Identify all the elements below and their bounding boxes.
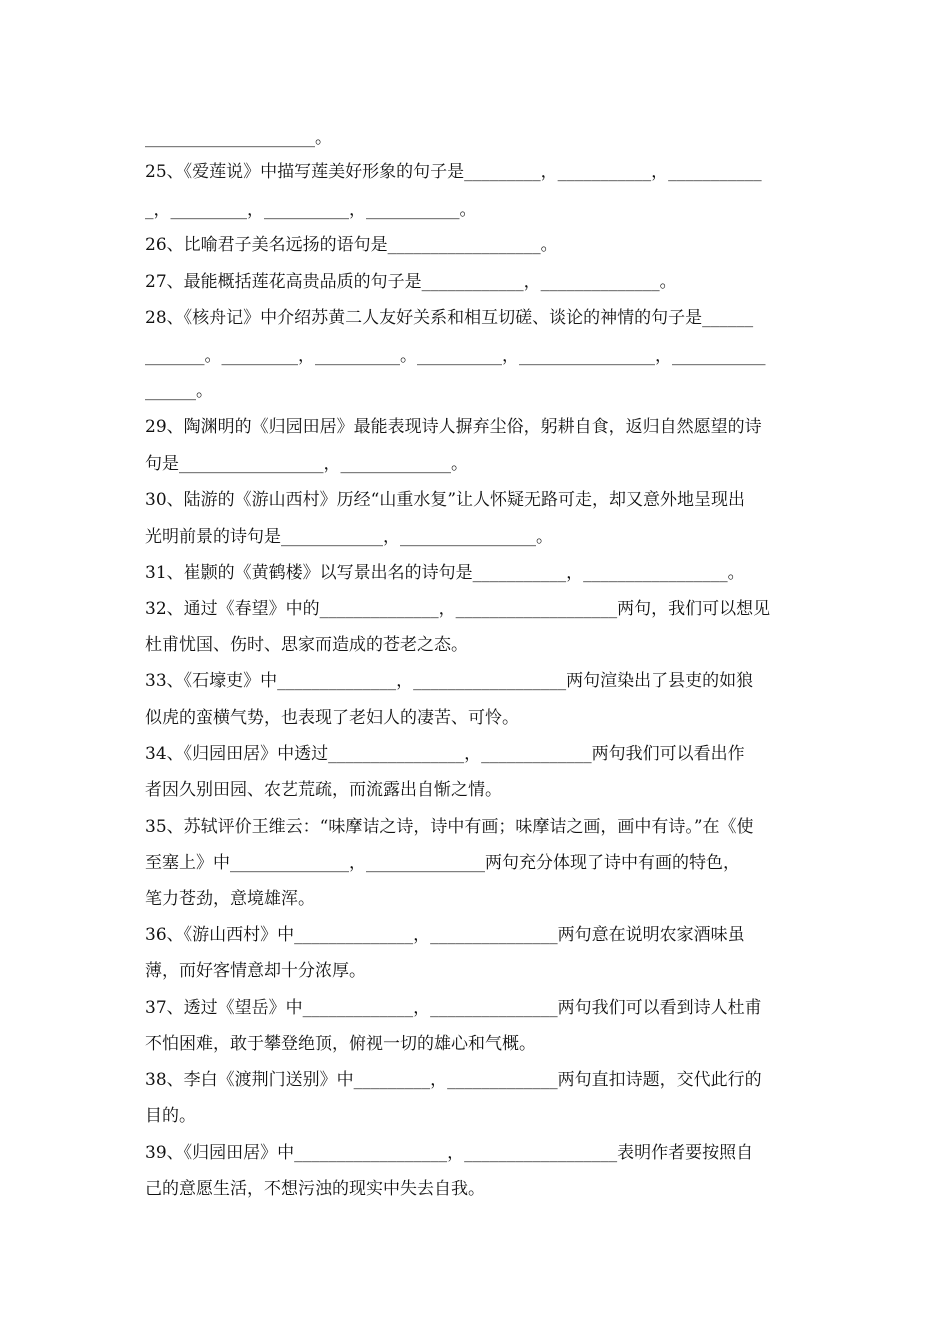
question-28-line-1: 28、《核舟记》中介绍苏黄二人友好关系和相互切磋、谈论的神情的句子是______	[145, 308, 754, 328]
question-34-line-2: 者因久别田园、农艺荒疏，而流露出自惭之情。	[145, 780, 502, 800]
question-26: 26、比喻君子美名远扬的语句是__________________。	[145, 235, 558, 255]
text-line: ____________________。	[145, 128, 332, 148]
question-36-line-2: 薄，而好客情意却十分浓厚。	[145, 961, 366, 981]
question-25-line-2: _，_________，__________，___________。	[145, 200, 477, 220]
question-35-line-2: 至塞上》中______________，______________两句充分体现了诗中有画的特色，	[145, 853, 740, 873]
question-32-line-2: 杜甫忧国、伤时、思家而造成的苍老之态。	[145, 635, 468, 655]
question-32-line-1: 32、通过《春望》中的______________，___________________两句，我们可以想见	[145, 599, 771, 619]
question-38-line-1: 38、李白《渡荆门送别》中_________，_____________两句直扣诗题，交代此行的	[145, 1070, 762, 1090]
question-35-line-3: 笔力苍劲，意境雄浑。	[145, 889, 315, 909]
question-37-line-2: 不怕困难，敢于攀登绝顶，俯视一切的雄心和气概。	[145, 1034, 536, 1054]
question-29-line-1: 29、陶渊明的《归园田居》最能表现诗人摒弃尘俗，躬耕自食，返归自然愿望的诗	[145, 417, 762, 437]
question-35-line-1: 35、苏轼评价王维云：“味摩诘之诗，诗中有画；味摩诘之画，画中有诗。”在《使	[145, 817, 754, 837]
question-38-line-2: 目的。	[145, 1106, 196, 1126]
question-36-line-1: 36、《游山西村》中______________，_______________两句意在说明农家酒味虽	[145, 925, 745, 945]
question-37-line-1: 37、透过《望岳》中_____________，_______________两句我们可以看到诗人杜甫	[145, 998, 762, 1018]
question-39-line-2: 己的意愿生活，不想污浊的现实中失去自我。	[145, 1179, 485, 1199]
question-29-line-2: 句是_________________，_____________。	[145, 454, 468, 474]
question-28-line-3: ______。	[145, 381, 213, 401]
question-30-line-1: 30、陆游的《游山西村》历经“山重水复”让人怀疑无路可走，却又意外地呈现出	[145, 490, 746, 510]
question-39-line-1: 39、《归园田居》中__________________，__________________表明作者要按照自	[145, 1143, 754, 1163]
question-27: 27、最能概括莲花高贵品质的句子是____________，______________。	[145, 272, 677, 292]
question-33-line-2: 似虎的蛮横气势，也表现了老妇人的凄苦、可怜。	[145, 708, 519, 728]
question-28-line-2: _______。_________，__________。__________，________________，___________	[145, 346, 766, 366]
question-30-line-2: 光明前景的诗句是____________，________________。	[145, 527, 553, 547]
question-33-line-1: 33、《石壕吏》中______________，__________________两句渲染出了县吏的如狼	[145, 671, 754, 691]
question-31: 31、崔颢的《黄鹤楼》以写景出名的诗句是___________，_________________。	[145, 563, 745, 583]
question-25-line-1: 25、《爱莲说》中描写莲美好形象的句子是_________，___________，___________	[145, 162, 762, 182]
question-34-line-1: 34、《归园田居》中透过________________，_____________两句我们可以看出作	[145, 744, 745, 764]
